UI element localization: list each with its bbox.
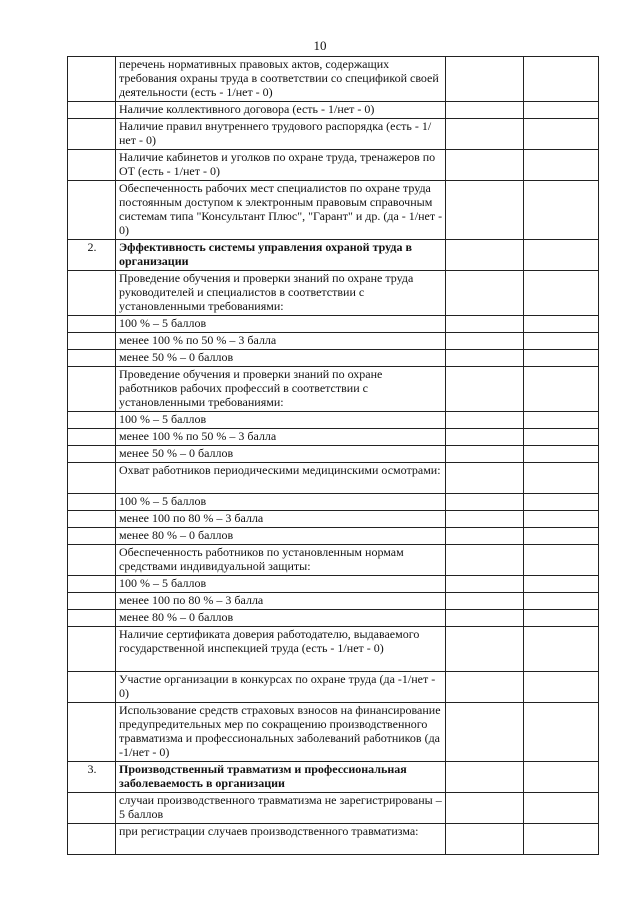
item-number [68, 545, 116, 576]
value-cell [446, 545, 524, 576]
table-row [68, 610, 599, 627]
criterion-text: 100 % – 5 баллов [116, 412, 446, 429]
table-row [68, 793, 599, 824]
section-heading: Производственный травматизм и профессиональная заболеваемость в организации [116, 762, 446, 793]
value-cell [446, 412, 524, 429]
item-number [68, 824, 116, 855]
score-cell [524, 57, 599, 102]
score-cell [524, 576, 599, 593]
value-cell [446, 576, 524, 593]
table-row [68, 333, 599, 350]
value-cell [446, 762, 524, 793]
score-cell [524, 429, 599, 446]
table-row [68, 429, 599, 446]
table-row [68, 528, 599, 545]
value-cell [446, 793, 524, 824]
table-row [68, 240, 599, 271]
score-cell [524, 150, 599, 181]
value-cell [446, 703, 524, 762]
criterion-text: перечень нормативных правовых актов, содержащих требования охраны труда в соответствии со спецификой своей деятельности (есть - 1/нет - 0) [116, 57, 446, 102]
value-cell [446, 610, 524, 627]
value-cell [446, 627, 524, 672]
score-cell [524, 102, 599, 119]
criterion-text: Наличие правил внутреннего трудового распорядка (есть - 1/нет - 0) [116, 119, 446, 150]
value-cell [446, 528, 524, 545]
table-row [68, 150, 599, 181]
score-cell [524, 181, 599, 240]
criterion-text: Наличие сертификата доверия работодателю, выдаваемого государственной инспекцией труда (есть - 1/нет - 0) [116, 627, 446, 672]
table-row [68, 824, 599, 855]
item-number [68, 593, 116, 610]
value-cell [446, 463, 524, 494]
item-number [68, 333, 116, 350]
item-number: 3. [68, 762, 116, 793]
score-cell [524, 610, 599, 627]
item-number [68, 576, 116, 593]
item-number [68, 610, 116, 627]
item-number [68, 367, 116, 412]
score-cell [524, 316, 599, 333]
criterion-text: менее 100 % по 50 % – 3 балла [116, 333, 446, 350]
criterion-text: менее 100 по 80 % – 3 балла [116, 511, 446, 528]
table-row [68, 511, 599, 528]
score-cell [524, 627, 599, 672]
item-number [68, 57, 116, 102]
score-cell [524, 793, 599, 824]
criterion-text: менее 80 % – 0 баллов [116, 528, 446, 545]
value-cell [446, 824, 524, 855]
criterion-text: Проведение обучения и проверки знаний по охране работников рабочих профессий в соответствии с установленными требованиями: [116, 367, 446, 412]
score-cell [524, 271, 599, 316]
section-heading: Эффективность системы управления охраной труда в организации [116, 240, 446, 271]
item-number: 2. [68, 240, 116, 271]
score-cell [524, 824, 599, 855]
value-cell [446, 350, 524, 367]
criterion-text: Охват работников периодическими медицинскими осмотрами: [116, 463, 446, 494]
item-number [68, 627, 116, 672]
score-cell [524, 703, 599, 762]
score-cell [524, 545, 599, 576]
table-row [68, 545, 599, 576]
criterion-text: Использование средств страховых взносов на финансирование предупредительных мер по сокращению производственного травматизма и профессиональных заболеваний работников (да -1/нет - 0) [116, 703, 446, 762]
table-row [68, 593, 599, 610]
value-cell [446, 271, 524, 316]
value-cell [446, 316, 524, 333]
score-cell [524, 119, 599, 150]
table-row [68, 446, 599, 463]
value-cell [446, 181, 524, 240]
item-number [68, 412, 116, 429]
item-number [68, 429, 116, 446]
score-cell [524, 333, 599, 350]
criterion-text: Наличие кабинетов и уголков по охране труда, тренажеров по ОТ (есть - 1/нет - 0) [116, 150, 446, 181]
criteria-table [67, 56, 599, 855]
item-number [68, 446, 116, 463]
table-row [68, 672, 599, 703]
criterion-text: менее 100 % по 50 % – 3 балла [116, 429, 446, 446]
value-cell [446, 446, 524, 463]
criterion-text: менее 80 % – 0 баллов [116, 610, 446, 627]
value-cell [446, 494, 524, 511]
item-number [68, 793, 116, 824]
table-row [68, 494, 599, 511]
table-row [68, 271, 599, 316]
table-row [68, 350, 599, 367]
value-cell [446, 57, 524, 102]
item-number [68, 316, 116, 333]
criterion-text: 100 % – 5 баллов [116, 576, 446, 593]
score-cell [524, 593, 599, 610]
criterion-text: случаи производственного травматизма не зарегистрированы – 5 баллов [116, 793, 446, 824]
criterion-text: менее 50 % – 0 баллов [116, 350, 446, 367]
value-cell [446, 511, 524, 528]
criterion-text: менее 50 % – 0 баллов [116, 446, 446, 463]
table-row [68, 181, 599, 240]
value-cell [446, 593, 524, 610]
table-row [68, 316, 599, 333]
criterion-text: при регистрации случаев производственного травматизма: [116, 824, 446, 855]
table-row [68, 57, 599, 102]
score-cell [524, 240, 599, 271]
score-cell [524, 350, 599, 367]
table-row [68, 762, 599, 793]
value-cell [446, 367, 524, 412]
item-number [68, 271, 116, 316]
item-number [68, 463, 116, 494]
criterion-text: Обеспеченность рабочих мест специалистов по охране труда постоянным доступом к электронным правовым справочным системам типа "Консультант Плюс", "Гарант" и др. (да - 1/нет - 0) [116, 181, 446, 240]
criterion-text: Проведение обучения и проверки знаний по охране труда руководителей и специалистов в соответствии с установленными требованиями: [116, 271, 446, 316]
score-cell [524, 494, 599, 511]
table-row [68, 102, 599, 119]
criteria-table-body [68, 57, 599, 855]
table-row [68, 367, 599, 412]
score-cell [524, 672, 599, 703]
table-row [68, 703, 599, 762]
value-cell [446, 429, 524, 446]
score-cell [524, 762, 599, 793]
page-number: 10 [313, 38, 327, 53]
criterion-text: 100 % – 5 баллов [116, 494, 446, 511]
item-number [68, 703, 116, 762]
table-row [68, 119, 599, 150]
item-number [68, 181, 116, 240]
score-cell [524, 528, 599, 545]
value-cell [446, 672, 524, 703]
item-number [68, 511, 116, 528]
value-cell [446, 333, 524, 350]
criterion-text: 100 % – 5 баллов [116, 316, 446, 333]
score-cell [524, 463, 599, 494]
table-row [68, 627, 599, 672]
score-cell [524, 446, 599, 463]
table-row [68, 576, 599, 593]
criterion-text: менее 100 по 80 % – 3 балла [116, 593, 446, 610]
value-cell [446, 150, 524, 181]
item-number [68, 672, 116, 703]
value-cell [446, 102, 524, 119]
table-row [68, 463, 599, 494]
item-number [68, 350, 116, 367]
criterion-text: Участие организации в конкурсах по охране труда (да -1/нет - 0) [116, 672, 446, 703]
score-cell [524, 412, 599, 429]
score-cell [524, 367, 599, 412]
item-number [68, 150, 116, 181]
item-number [68, 102, 116, 119]
score-cell [524, 511, 599, 528]
value-cell [446, 240, 524, 271]
item-number [68, 119, 116, 150]
table-row [68, 412, 599, 429]
value-cell [446, 119, 524, 150]
criterion-text: Обеспеченность работников по установленным нормам средствами индивидуальной защиты: [116, 545, 446, 576]
item-number [68, 494, 116, 511]
item-number [68, 528, 116, 545]
criterion-text: Наличие коллективного договора (есть - 1/нет - 0) [116, 102, 446, 119]
